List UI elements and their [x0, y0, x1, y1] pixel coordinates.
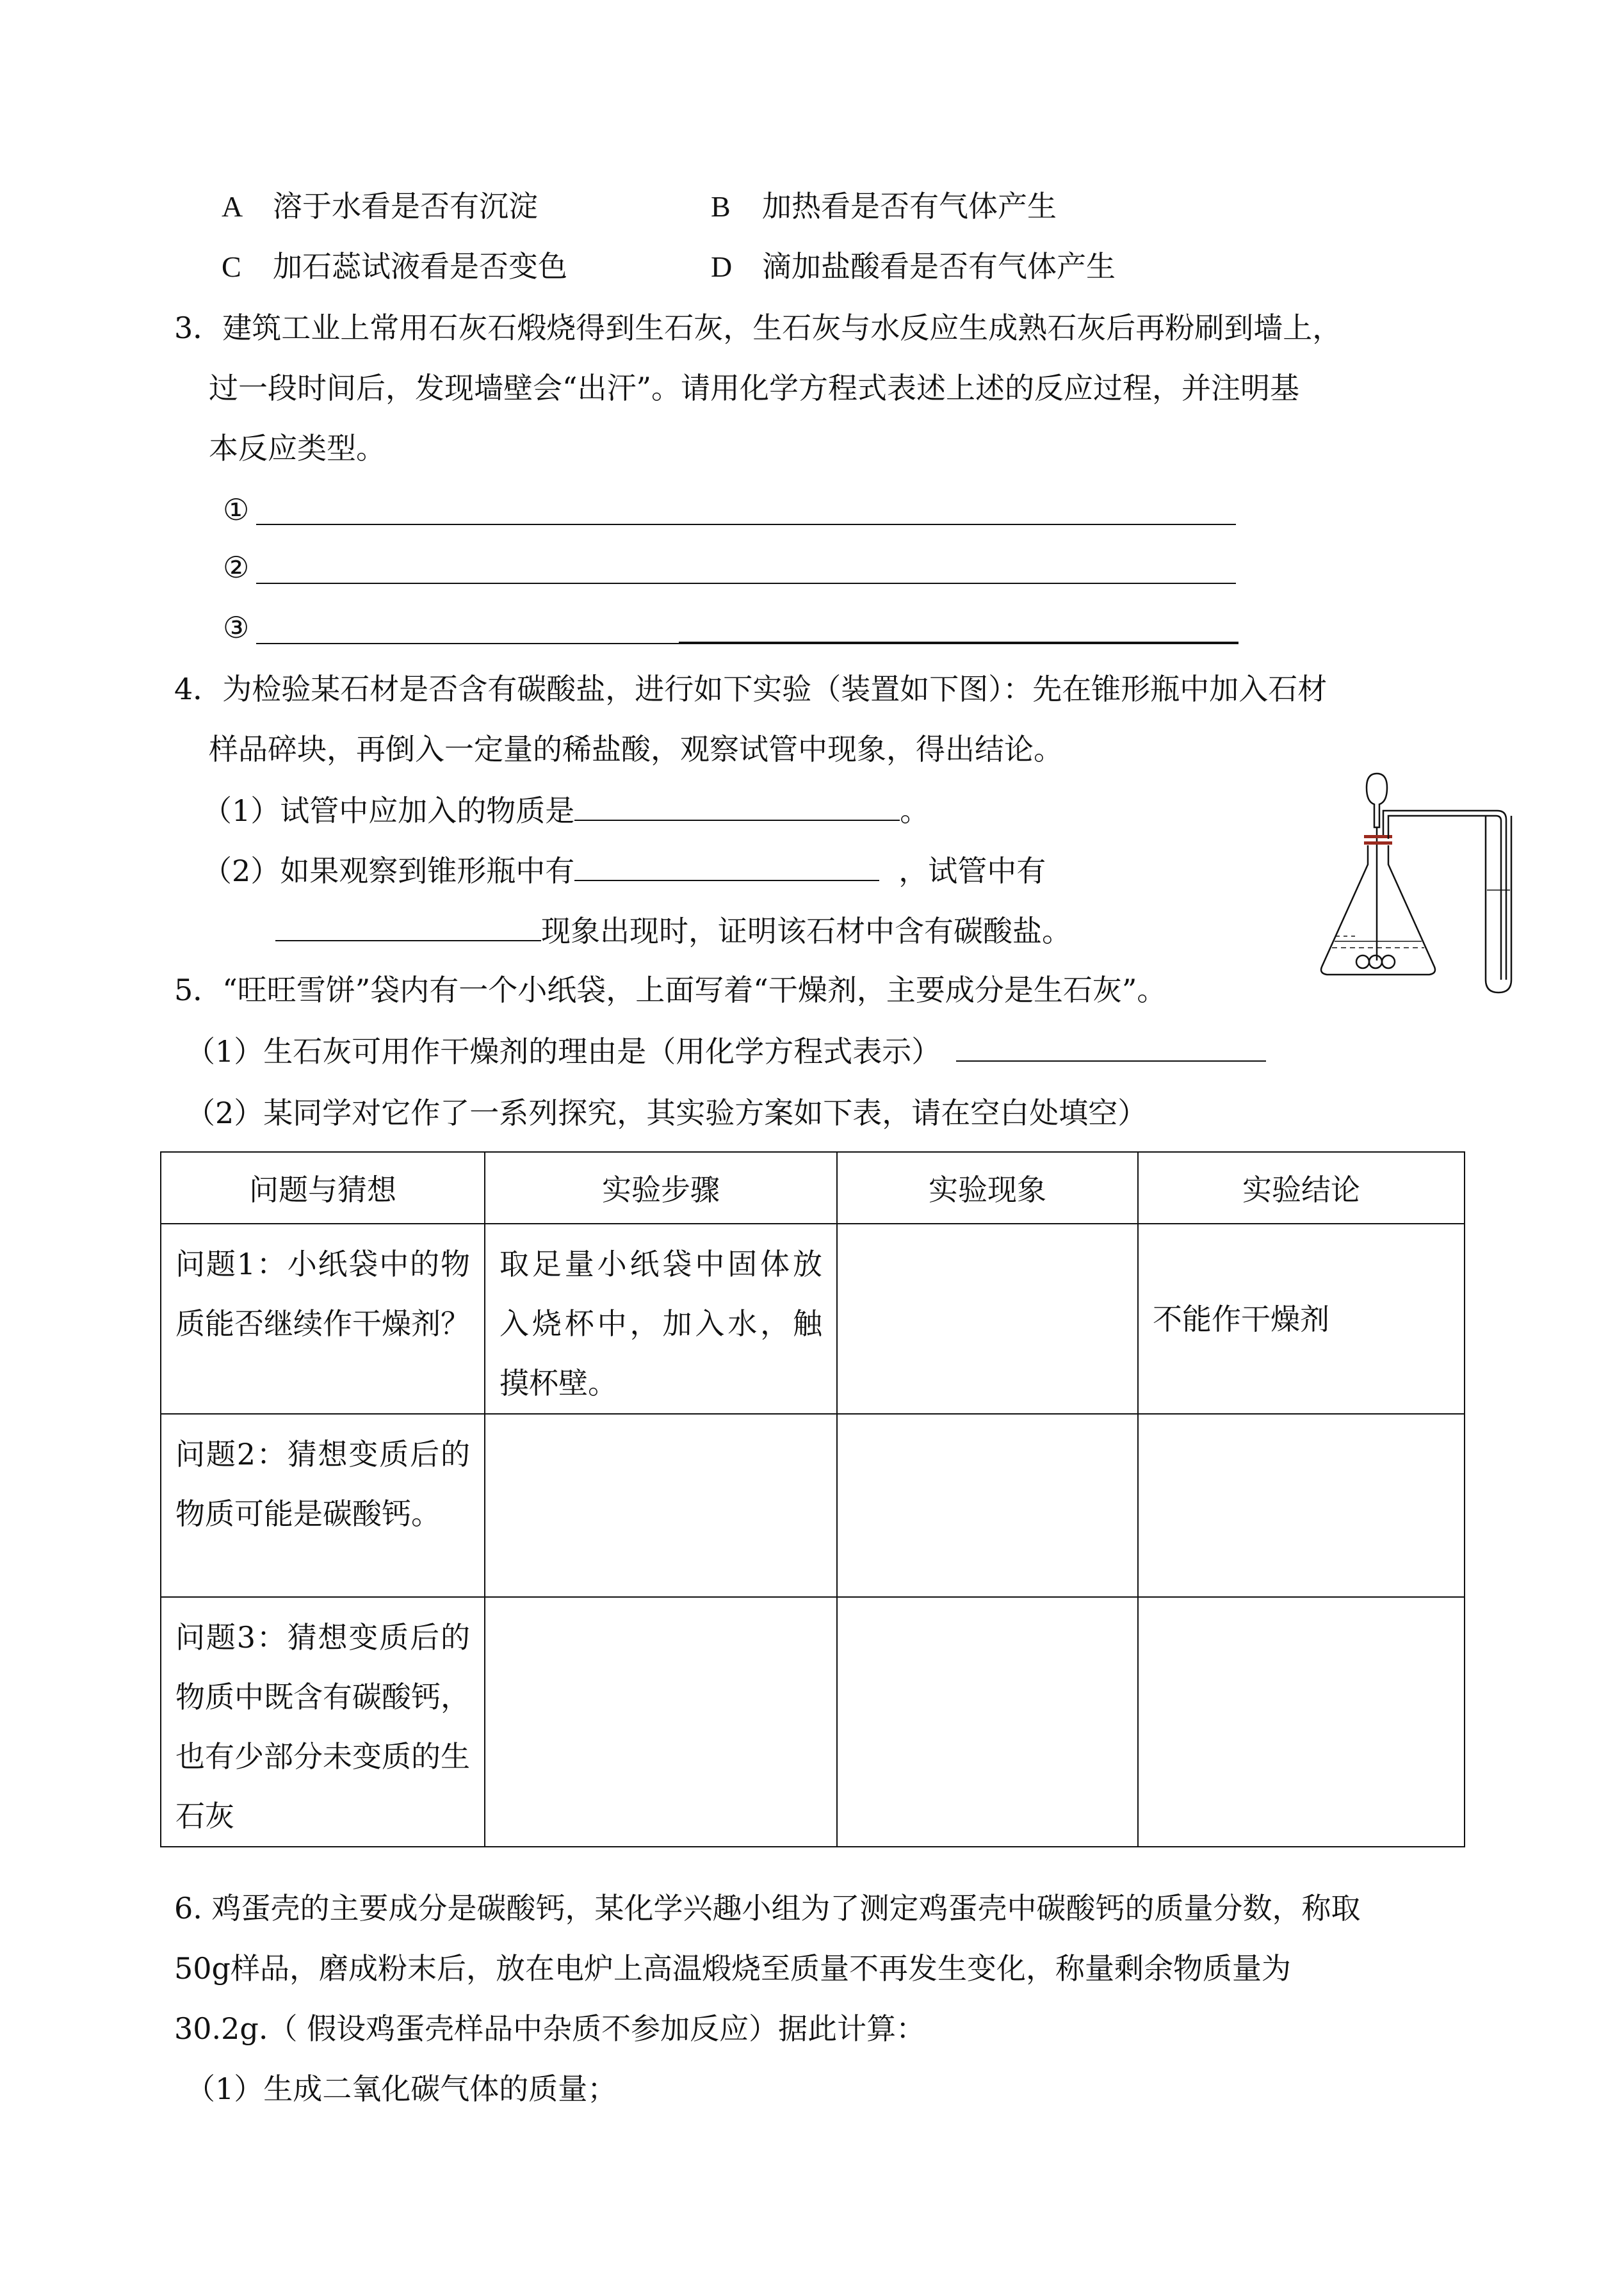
q3-answer-line-3a[interactable] [256, 643, 679, 644]
row3-phenomenon[interactable] [838, 1598, 1137, 1608]
q5-text-line1: 5．“旺旺雪饼”袋内有一个小纸袋，上面写着“干燥剂，主要成分是生石灰”。 [174, 973, 1167, 1007]
option-a: A 溶于水看是否有沉淀 [222, 189, 538, 223]
row2-phenomenon[interactable] [838, 1415, 1137, 1425]
q4-sub1: （1）试管中应加入的物质是 。 [202, 791, 929, 830]
q3-blank-marker-2: ② [223, 550, 250, 585]
header-phenomenon: 实验现象 [837, 1152, 1138, 1224]
q6-sub1: （1）生成二氧化碳气体的质量； [186, 2072, 617, 2106]
option-b: B 加热看是否有气体产生 [711, 189, 1057, 223]
q4-sub2-blank-b[interactable] [275, 912, 541, 941]
q3-blank-marker-1: ① [223, 492, 250, 527]
row3-steps[interactable] [485, 1598, 836, 1608]
q6-text-line1: 6. 鸡蛋壳的主要成分是碳酸钙，某化学兴趣小组为了测定鸡蛋壳中碳酸钙的质量分数，称取 [174, 1891, 1361, 1926]
q5-sub2: （2）某同学对它作了一系列探究，其实验方案如下表，请在空白处填空） [186, 1096, 1148, 1130]
q3-answer-line-3b[interactable] [679, 642, 1238, 644]
q3-blank-marker-3: ③ [223, 610, 250, 645]
q4-sub2: （2）如果观察到锥形瓶中有 ，试管中有 [202, 852, 1046, 890]
row1-steps: 取足量小纸袋中固体放入烧杯中，加入水，触摸杯壁。 [499, 1247, 822, 1400]
option-c: C 加石蕊试液看是否变色 [222, 249, 567, 284]
row2-steps[interactable] [485, 1415, 836, 1425]
q5-sub1: （1）生石灰可用作干燥剂的理由是（用化学方程式表示） [186, 1032, 1266, 1071]
experiment-table [160, 1151, 1465, 1847]
q6-text-line3: 30.2g.（ 假设鸡蛋壳样品中杂质不参加反应）据此计算： [174, 2011, 926, 2046]
q3-answer-line-1[interactable] [256, 524, 1236, 525]
row1-conclusion: 不能作干燥剂 [1153, 1301, 1329, 1336]
table-row [161, 1224, 1465, 1414]
q4-sub2-blank-a[interactable] [574, 852, 879, 881]
row1-phenomenon[interactable] [838, 1224, 1137, 1235]
option-d: D 滴加盐酸看是否有气体产生 [711, 249, 1116, 284]
row2-conclusion[interactable] [1139, 1415, 1464, 1425]
row2-question: 问题2：猜想变质后的物质可能是碳酸钙。 [175, 1437, 470, 1531]
q4-text-line1: 4．为检验某石材是否含有碳酸盐，进行如下实验（装置如下图）：先在锥形瓶中加入石材 [174, 672, 1328, 706]
table-row [161, 1414, 1465, 1597]
header-steps: 实验步骤 [485, 1152, 837, 1224]
q5-sub1-blank[interactable] [956, 1032, 1266, 1062]
header-question: 问题与猜想 [161, 1152, 485, 1224]
q4-sub2-line2: 现象出现时，证明该石材中含有碳酸盐。 [275, 912, 1071, 950]
q6-text-line2: 50g样品，磨成粉末后，放在电炉上高温煅烧至质量不再发生变化，称量剩余物质量为 [174, 1951, 1291, 1986]
flask-test-tube-apparatus-icon [1317, 768, 1528, 999]
q3-answer-line-2[interactable] [256, 583, 1236, 584]
row1-question: 问题1：小纸袋中的物质能否继续作干燥剂？ [175, 1247, 470, 1341]
header-conclusion: 实验结论 [1138, 1152, 1465, 1224]
q3-text-line3: 本反应类型。 [209, 431, 386, 466]
q4-sub1-blank[interactable] [574, 791, 900, 821]
q3-text-line1: 3．建筑工业上常用石灰石煅烧得到生石灰，生石灰与水反应生成熟石灰后再粉刷到墙上， [174, 311, 1342, 345]
q4-text-line2: 样品碎块，再倒入一定量的稀盐酸，观察试管中现象，得出结论。 [209, 732, 1063, 766]
table-row [161, 1597, 1465, 1847]
row3-question: 问题3：猜想变质后的物质中既含有碳酸钙，也有少部分未变质的生石灰 [175, 1620, 470, 1833]
q3-text-line2: 过一段时间后，发现墙壁会“出汗”。请用化学方程式表述上述的反应过程，并注明基 [209, 371, 1300, 405]
row3-conclusion[interactable] [1139, 1598, 1464, 1608]
